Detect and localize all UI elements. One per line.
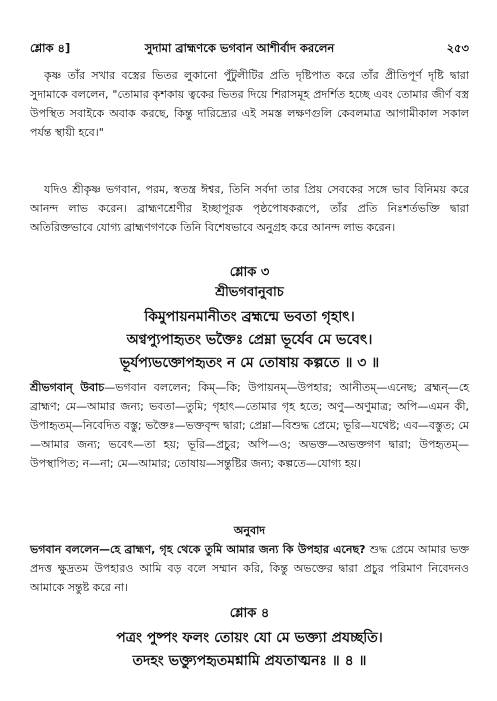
- verse-3-line-3: ভূর্যপ্যভক্তোপহৃতং ন মে তোষায় কল্পতে ॥ ৩ ॥: [119, 355, 380, 371]
- translation-paragraph: [30, 540, 469, 597]
- purport-paragraph-1: কৃষ্ণ তাঁর সখার বস্ত্রের ভিতর লুকানো পুঁটুলীটির প্রতি দৃষ্টিপাত করে তাঁর প্রীতিপূর্ণ দৃষ্টি দ্বারা সুদামাকে বললেন, "তোমার কৃশকায় ত্বকের ভিতর দিয়ে শিরাসমূহ প্রদর্শিত হচ্ছে এবং তোমার জীর্ণ বস্ত্র উপস্থিত সবাইকে অবাক করছে, কিন্তু দারিদ্র্যের এই সমস্ত লক্ষণগুলি কেবলমাত্র আগামীকাল সকাল পর্যন্ত স্থায়ী হবে।": [30, 69, 469, 139]
- synonyms-head: শ্রীভগবান্ উবাচ: [30, 381, 105, 394]
- synonyms-paragraph: [30, 378, 469, 473]
- translation-title: অনুবাদ: [233, 524, 266, 537]
- verse-3-speaker: শ্রীভগবানুবাচ: [215, 285, 284, 300]
- header-chapter-title: সুদামা ব্রাহ্মণকে ভগবান আশীর্বাদ করলেন: [144, 41, 335, 55]
- page-number: ২৫৩: [446, 41, 469, 55]
- verse-3-line-1: কিমুপায়নমানীতং ব্রহ্মন্মে ভবতা গৃহাৎ।: [144, 309, 355, 325]
- verse-4-title: শ্লোক ৪: [229, 606, 270, 621]
- verse-4-line-2: তদহং ভক্ত্যুপহৃতমশ্নামি প্রযতাত্মনঃ ॥ ৪ ॥: [132, 653, 367, 669]
- translation-text-bold: ভগবান বললেন—হে ব্রাহ্মণ, গৃহ থেকে তুমি আমার জন্য কি উপহার এনেছ?: [30, 543, 366, 556]
- purport-paragraph-2: যদিও শ্রীকৃষ্ণ ভগবান, পরম, স্বতন্ত্র ঈশ্বর, তিনি সর্বদা তার প্রিয় সেবকের সঙ্গে ভাব বিনিময় করে আনন্দ লাভ করেন। ব্রাহ্মণশ্রেণীর ইচ্ছাপূরক পৃষ্ঠপোষকরূপে, তাঁর প্রতি নিঃশর্তভক্তি দ্বারা অতিরিক্তভাবে যোগ্য ব্রাহ্মণগণকে তিনি বিশেষভাবে অনুগ্রহ করে আনন্দ লাভ করেন।: [30, 183, 469, 234]
- running-header: [30, 40, 469, 58]
- header-verse-ref: শ্লোক ৪]: [30, 41, 71, 55]
- synonyms-text: —ভগবান বললেন; কিম্—কি; উপায়নম্—উপহার; আনীতম্—এনেছ; ব্রহ্মন্—হে ব্রাহ্মণ; মে—আমার জন্য; ভবতা—তুমি; গৃহাৎ—তোমার গৃহ হতে; অণু—অণুমাত্র; অপি—এমন কী, উপাহৃতম্—নিবেদিত বস্তু; ভক্তৈঃ—ভক্তবৃন্দ দ্বারা; প্রেম্না—বিশুদ্ধ প্রেমে; ভূরি—যথেষ্ট; এব—বস্তুত; মে—আমার জন্য; ভবেৎ—তা হয়; ভূরি—প্রচুর; অপি—ও; অভক্ত—অভক্তগণ দ্বারা; উপহৃতম্—উপস্থাপিত; ন—না; মে—আমার; তোষায়—সন্তুষ্টির জন্য; কল্পতে—যোগ্য হয়।: [30, 381, 470, 470]
- verse-3-line-2: অণ্বপ্যুপাহৃতং ভক্তৈঃ প্রেম্না ভূর্যেব মে ভবেৎ।: [126, 332, 373, 348]
- verse-3-title: শ্লোক ৩: [229, 265, 270, 280]
- translation-text: শুদ্ধ প্রেমে আমার ভক্ত প্রদত্ত ক্ষুদ্রতম উপহারও আমি বড় বলে সম্মান করি, কিন্তু অভক্তের দ্বারা প্রচুর পরিমাণ নিবেদনও আমাকে সন্তুষ্ট করে না।: [30, 543, 470, 594]
- verse-4-line-1: পত্রং পুষ্পং ফলং তোয়ং যো মে ভক্ত্যা প্রযচ্ছতি।: [116, 630, 383, 646]
